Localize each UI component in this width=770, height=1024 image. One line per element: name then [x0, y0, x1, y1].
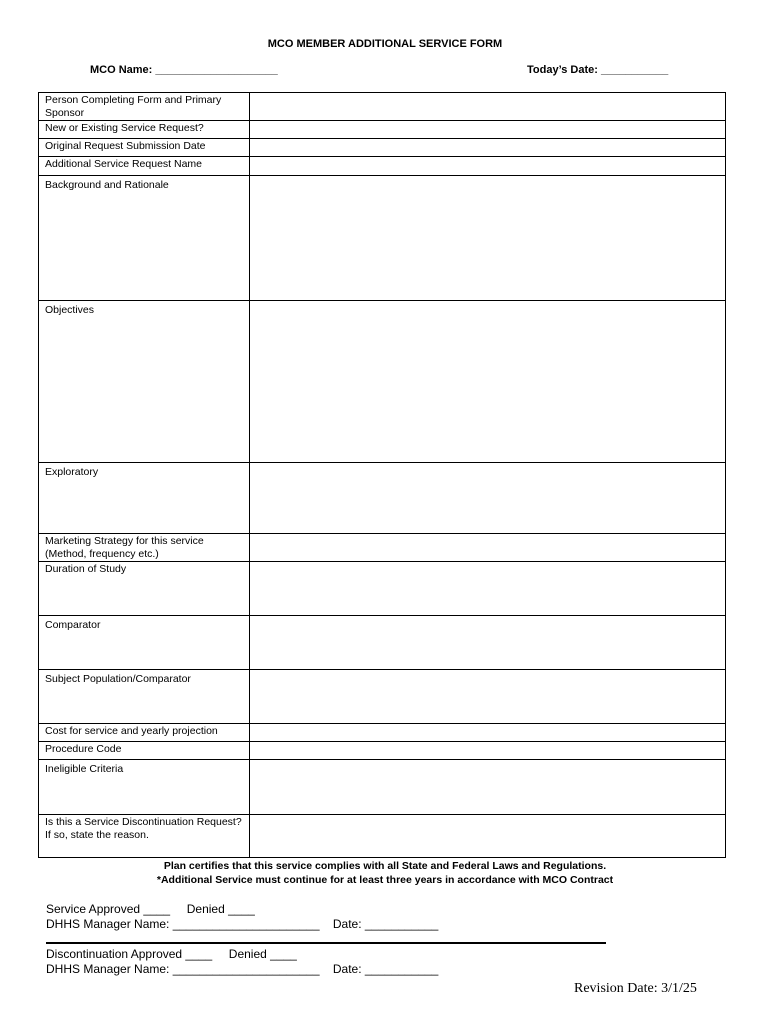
service-request-table	[38, 92, 726, 858]
row-label-discontinuation-request: Is this a Service Discontinuation Request? If so, state the reason.	[39, 815, 250, 858]
row-label-cost: Cost for service and yearly projection	[39, 724, 250, 742]
table-row	[39, 139, 726, 157]
row-label-background: Background and Rationale	[39, 176, 250, 301]
discontinuation-manager-line[interactable]: DHHS Manager Name: ______________________ Date: ___________	[46, 962, 439, 976]
service-manager-line[interactable]: DHHS Manager Name: ______________________ Date: ___________	[46, 917, 439, 931]
table-row	[39, 157, 726, 176]
revision-date: Revision Date: 3/1/25	[574, 981, 697, 996]
row-value-person-completing[interactable]	[250, 93, 726, 121]
row-value-discontinuation-request[interactable]	[250, 815, 726, 858]
row-label-duration: Duration of Study	[39, 562, 250, 616]
row-value-procedure-code[interactable]	[250, 742, 726, 760]
table-row	[39, 742, 726, 760]
row-value-subject-population[interactable]	[250, 670, 726, 724]
row-label-objectives: Objectives	[39, 301, 250, 463]
table-row	[39, 463, 726, 534]
row-value-new-or-existing[interactable]	[250, 121, 726, 139]
row-label-person-completing: Person Completing Form and Primary Sponsor	[39, 93, 250, 121]
table-row	[39, 93, 726, 121]
table-row	[39, 301, 726, 463]
row-label-exploratory: Exploratory	[39, 463, 250, 534]
row-label-subject-population: Subject Population/Comparator	[39, 670, 250, 724]
table-row	[39, 670, 726, 724]
mco-name-field[interactable]: MCO Name: ____________________	[90, 64, 278, 76]
row-label-procedure-code: Procedure Code	[39, 742, 250, 760]
table-row	[39, 176, 726, 301]
form-title: MCO MEMBER ADDITIONAL SERVICE FORM	[267, 38, 503, 50]
row-value-comparator[interactable]	[250, 616, 726, 670]
row-label-ineligible-criteria: Ineligible Criteria	[39, 760, 250, 815]
row-value-duration[interactable]	[250, 562, 726, 616]
todays-date-field[interactable]: Today’s Date: ___________	[527, 64, 669, 76]
row-label-marketing-strategy: Marketing Strategy for this service (Method, frequency etc.)	[39, 534, 250, 562]
row-value-ineligible-criteria[interactable]	[250, 760, 726, 815]
row-label-submission-date: Original Request Submission Date	[39, 139, 250, 157]
row-value-submission-date[interactable]	[250, 139, 726, 157]
table-row	[39, 760, 726, 815]
row-label-request-name: Additional Service Request Name	[39, 157, 250, 176]
row-value-cost[interactable]	[250, 724, 726, 742]
table-row	[39, 815, 726, 858]
discontinuation-approval-line[interactable]: Discontinuation Approved ____ Denied ____	[46, 947, 297, 961]
service-approval-line[interactable]: Service Approved ____ Denied ____	[46, 902, 255, 916]
table-row	[39, 534, 726, 562]
section-divider	[46, 942, 606, 944]
row-value-background[interactable]	[250, 176, 726, 301]
row-label-comparator: Comparator	[39, 616, 250, 670]
table-row	[39, 724, 726, 742]
row-label-new-or-existing: New or Existing Service Request?	[39, 121, 250, 139]
row-value-objectives[interactable]	[250, 301, 726, 463]
row-value-exploratory[interactable]	[250, 463, 726, 534]
table-row	[39, 616, 726, 670]
table-row	[39, 121, 726, 139]
row-value-request-name[interactable]	[250, 157, 726, 176]
certification-statement: Plan certifies that this service complies with all State and Federal Laws and Regulations.	[163, 860, 607, 872]
table-row	[39, 562, 726, 616]
certification-note: *Additional Service must continue for at least three years in accordance with MCO Contract	[156, 874, 614, 886]
row-value-marketing-strategy[interactable]	[250, 534, 726, 562]
